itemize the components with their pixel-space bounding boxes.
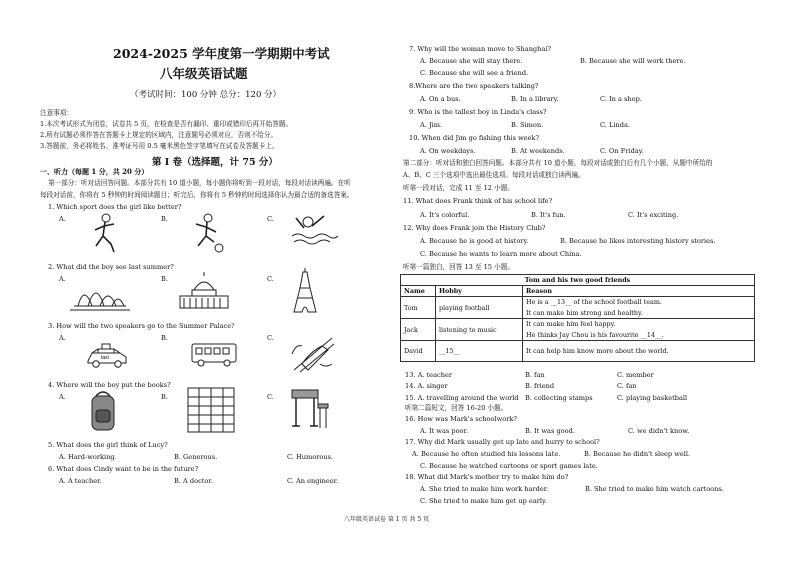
part1-title: 第 Ⅰ 卷（选择题，计 75 分）: [152, 157, 278, 168]
reason-line-1: It can make him feel happy.: [526, 320, 616, 328]
q10-option-c[interactable]: C. On Friday.: [600, 147, 644, 155]
table-cell-reason: [523, 319, 755, 341]
q16-option-c[interactable]: C. we didn't know.: [628, 427, 690, 435]
table-cell-name: David: [401, 341, 436, 362]
table-header-name: Name: [401, 286, 436, 297]
swimmer-icon: [290, 210, 338, 250]
taxi-icon: [84, 343, 128, 371]
question-16: 16. How was Mark's schoolwork?: [405, 415, 517, 423]
table-cell-name: Jack: [401, 319, 436, 341]
q8-option-c[interactable]: C. In a shop.: [600, 95, 642, 103]
q7-option-a[interactable]: A. Because she will stay there.: [420, 57, 523, 65]
q7-option-b[interactable]: B. Because she will work there.: [580, 57, 686, 65]
capitol-icon: [176, 270, 232, 314]
table-row: [401, 341, 755, 362]
question-5: 5. What does the girl think of Lucy?: [48, 441, 168, 449]
football-icon: [186, 212, 226, 254]
table-cell-hobby: listening to music: [436, 319, 523, 341]
listen-instruction-2: 听第一篇独白，回答 13 至 15 小题。: [403, 263, 514, 271]
table-header-reason: Reason: [523, 286, 755, 297]
q2-label-a: A.: [59, 275, 66, 283]
exam-info: （考试时间：100 分钟 总分：120 分）: [130, 90, 282, 100]
q10-option-a[interactable]: A. On weekdays.: [420, 147, 476, 155]
table-row: [401, 297, 755, 319]
q18-option-c[interactable]: C. She tried to make him get up early.: [420, 497, 547, 505]
q3-label-a: A.: [59, 334, 66, 342]
q5-option-a[interactable]: A. Hard-working.: [59, 453, 117, 461]
table-cell-name: Tom: [401, 297, 436, 319]
q15-option-a[interactable]: 15. A. travelling around the world: [405, 394, 519, 402]
q7-option-c[interactable]: C. Because she will see a friend.: [420, 69, 529, 77]
question-4: 4. Where will the boy put the books?: [48, 381, 171, 389]
question-11: 11. What does Frank think of his school life?: [403, 197, 553, 205]
q14-option-c[interactable]: C. fan: [617, 382, 637, 390]
q2-label-c: C.: [267, 275, 274, 283]
exam-subtitle: 八年级英语试题: [160, 66, 248, 81]
note-3: 3.答题前，务必将姓名、准考证号用 0.5 毫米黑色签字笔填写在试卷及答题卡上。: [40, 142, 279, 150]
question-9: 9. Who is the tallest boy in Linda's class?: [409, 108, 547, 116]
q4-label-a: A.: [59, 393, 66, 401]
taxi-text: taxi: [101, 355, 109, 361]
question-3: 3. How will the two speakers go to the Summer Palace?: [48, 322, 235, 330]
q1-label-b: B.: [161, 215, 168, 223]
q9-option-b[interactable]: B. Simon.: [511, 121, 544, 129]
q9-option-c[interactable]: C. Linda.: [600, 121, 630, 129]
q8-option-a[interactable]: A. On a bus.: [420, 95, 461, 103]
q15-option-b[interactable]: B. collecting stamps: [525, 394, 593, 402]
q10-option-b[interactable]: B. At weekends.: [511, 147, 565, 155]
exam-title: 2024-2025 学年度第一学期期中考试: [113, 46, 330, 61]
reason-line-1: He is a __13__ of the school football team.: [526, 298, 662, 306]
question-7: 7. Why will the woman move to Shanghai?: [409, 45, 551, 53]
bookshelf-icon: [186, 386, 236, 434]
q11-option-c[interactable]: C. It's exciting.: [628, 211, 679, 219]
part2-intro-2: A、B、C 三个选项中选出最佳选项。每段对话或独白读两遍。: [403, 171, 585, 179]
runner-icon: [86, 212, 122, 254]
q16-option-a[interactable]: A. It was poor.: [420, 427, 469, 435]
note-1: 1.本次考试形式为闭卷，试卷共 5 页，在检查是否有漏印、重印或错印后再开始答题。: [40, 120, 293, 128]
table-header-hobby: Hobby: [436, 286, 523, 297]
q16-option-b[interactable]: B. It was good.: [525, 427, 575, 435]
q1-label-a: A.: [59, 215, 66, 223]
listen-instruction-3: 听第二篇短文，回答 16-20 小题。: [405, 404, 508, 412]
question-1: 1. Which sport does the girl like better?: [48, 203, 182, 211]
bus-icon: [190, 336, 238, 370]
table-cell-reason: It can help him know more about the world.: [523, 341, 755, 362]
q6-option-c[interactable]: C. An engineer.: [287, 477, 339, 485]
question-18: 18. What did Mark's mother try to make him do?: [405, 473, 569, 481]
question-6: 6. What does Cindy want to be in the future?: [48, 465, 199, 473]
q6-option-b[interactable]: B. A doctor.: [174, 477, 213, 485]
q18-option-a[interactable]: A. She tried to make him work harder.: [420, 485, 549, 493]
question-17: 17. Why did Mark usually get up late and hurry to school?: [405, 438, 600, 446]
question-2: 2. What did the boy see last summer?: [48, 263, 174, 271]
train-icon: [290, 334, 336, 374]
q12-option-c[interactable]: C. Because he wants to learn more about China.: [420, 250, 582, 258]
q18-option-b[interactable]: B. She tried to make him watch cartoons.: [585, 485, 724, 493]
notes-title: 注意事项：: [40, 109, 73, 117]
q4-label-c: C.: [267, 393, 274, 401]
question-8: 8.Where are the two speakers talking?: [409, 82, 539, 90]
reason-line-2: He thinks Jay Chou is his favourite __14__.: [526, 331, 664, 339]
q14-option-a[interactable]: 14. A. singer: [405, 382, 448, 390]
q3-label-c: C.: [267, 334, 274, 342]
q13-option-a[interactable]: 13. A. teacher: [405, 371, 453, 379]
q12-option-b[interactable]: B. Because he likes interesting history stories.: [560, 237, 716, 245]
table-caption: Tom and his two good friends: [401, 275, 755, 286]
backpack-icon: [86, 388, 120, 434]
q12-option-a[interactable]: A. Because he is good at history.: [420, 237, 529, 245]
q5-option-c[interactable]: C. Humorous.: [287, 453, 334, 461]
note-2: 2.所有试题必须作答在答题卡上规定的区域内，注意题号必须对应，否则不给分。: [40, 131, 278, 139]
q6-option-a[interactable]: A. A teacher.: [59, 477, 102, 485]
q4-label-b: B.: [161, 393, 168, 401]
desk-icon: [288, 386, 332, 434]
q17-option-a[interactable]: A. Because he often studied his lessons late.: [412, 450, 561, 458]
q13-option-b[interactable]: B. fan: [525, 371, 545, 379]
eiffel-tower-icon: [290, 268, 320, 314]
q11-option-a[interactable]: A. It's colorful.: [420, 211, 470, 219]
q13-option-c[interactable]: C. member: [617, 371, 654, 379]
listening-title: 一、听力（每题 1 分，共 20 分）: [40, 167, 149, 176]
q9-option-a[interactable]: A. Jim.: [420, 121, 443, 129]
q3-label-b: B.: [161, 334, 168, 342]
table-cell-hobby: __15__: [436, 341, 523, 362]
listen-instruction-1: 听第一段对话，完成 11 至 12 小题。: [403, 184, 514, 192]
table-row: [401, 319, 755, 341]
listening-intro-2: 每段对话前，你将有 5 秒钟的时间阅读题目；听完后，你将有 5 秒钟的时间选择你认为最合适的备选答案。: [40, 191, 354, 199]
q17-option-c[interactable]: C. Because he watched cartoons or sport games late.: [420, 462, 598, 470]
question-12: 12. Why does Frank join the History Club?: [403, 224, 546, 232]
q15-option-c[interactable]: C. playing basketball: [617, 394, 688, 402]
opera-house-icon: [70, 272, 130, 314]
question-10: 10. When did Jim go fishing this week?: [409, 134, 540, 142]
q2-label-b: B.: [161, 275, 168, 283]
q11-option-b[interactable]: B. It's fun.: [531, 211, 566, 219]
table-cell-reason: [523, 297, 755, 319]
table-cell-hobby: playing football: [436, 297, 523, 319]
page-footer: 八年级英语试卷 第 1 页 共 5 页: [344, 516, 430, 523]
q8-option-b[interactable]: B. In a library.: [511, 95, 559, 103]
q17-option-b[interactable]: B. Because he didn't sleep well.: [584, 450, 691, 458]
reason-line-2: It can make him strong and healthy.: [526, 309, 643, 317]
q14-option-b[interactable]: B. friend: [525, 382, 555, 390]
friends-table: [400, 274, 755, 362]
part2-intro-1: 第二部分：听对话和独白回答问题。本部分共有 10 道小题，每段对话或独白后有几个小题，从题中所给的: [403, 159, 713, 167]
q5-option-b[interactable]: B. Generous.: [174, 453, 218, 461]
listening-intro-1: 第一部分：听对话回答问题。本部分共有 10 道小题，每小题你将听到一段对话，每段对话读两遍。在听: [48, 179, 351, 187]
q1-label-c: C.: [267, 215, 274, 223]
